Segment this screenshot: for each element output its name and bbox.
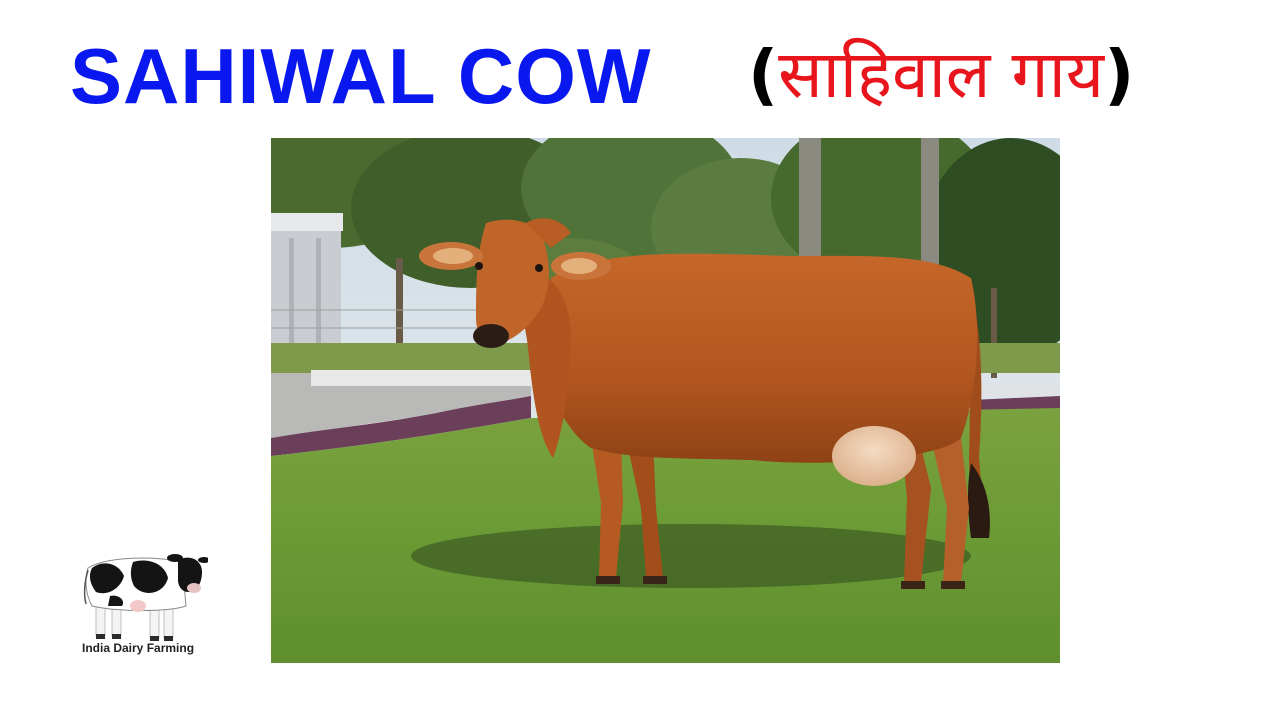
title-hindi-group [748,30,1134,120]
udder [832,426,916,486]
cow-photo [271,138,1060,663]
close-paren: ) [1104,36,1135,113]
shadow [411,524,971,588]
logo-caption: India Dairy Farming [82,641,195,655]
title-english: SAHIWAL COW [70,32,652,120]
title-hindi: साहिवाल गाय [778,36,1105,113]
open-paren: ( [748,36,779,113]
curb [311,370,531,386]
building [271,213,343,353]
